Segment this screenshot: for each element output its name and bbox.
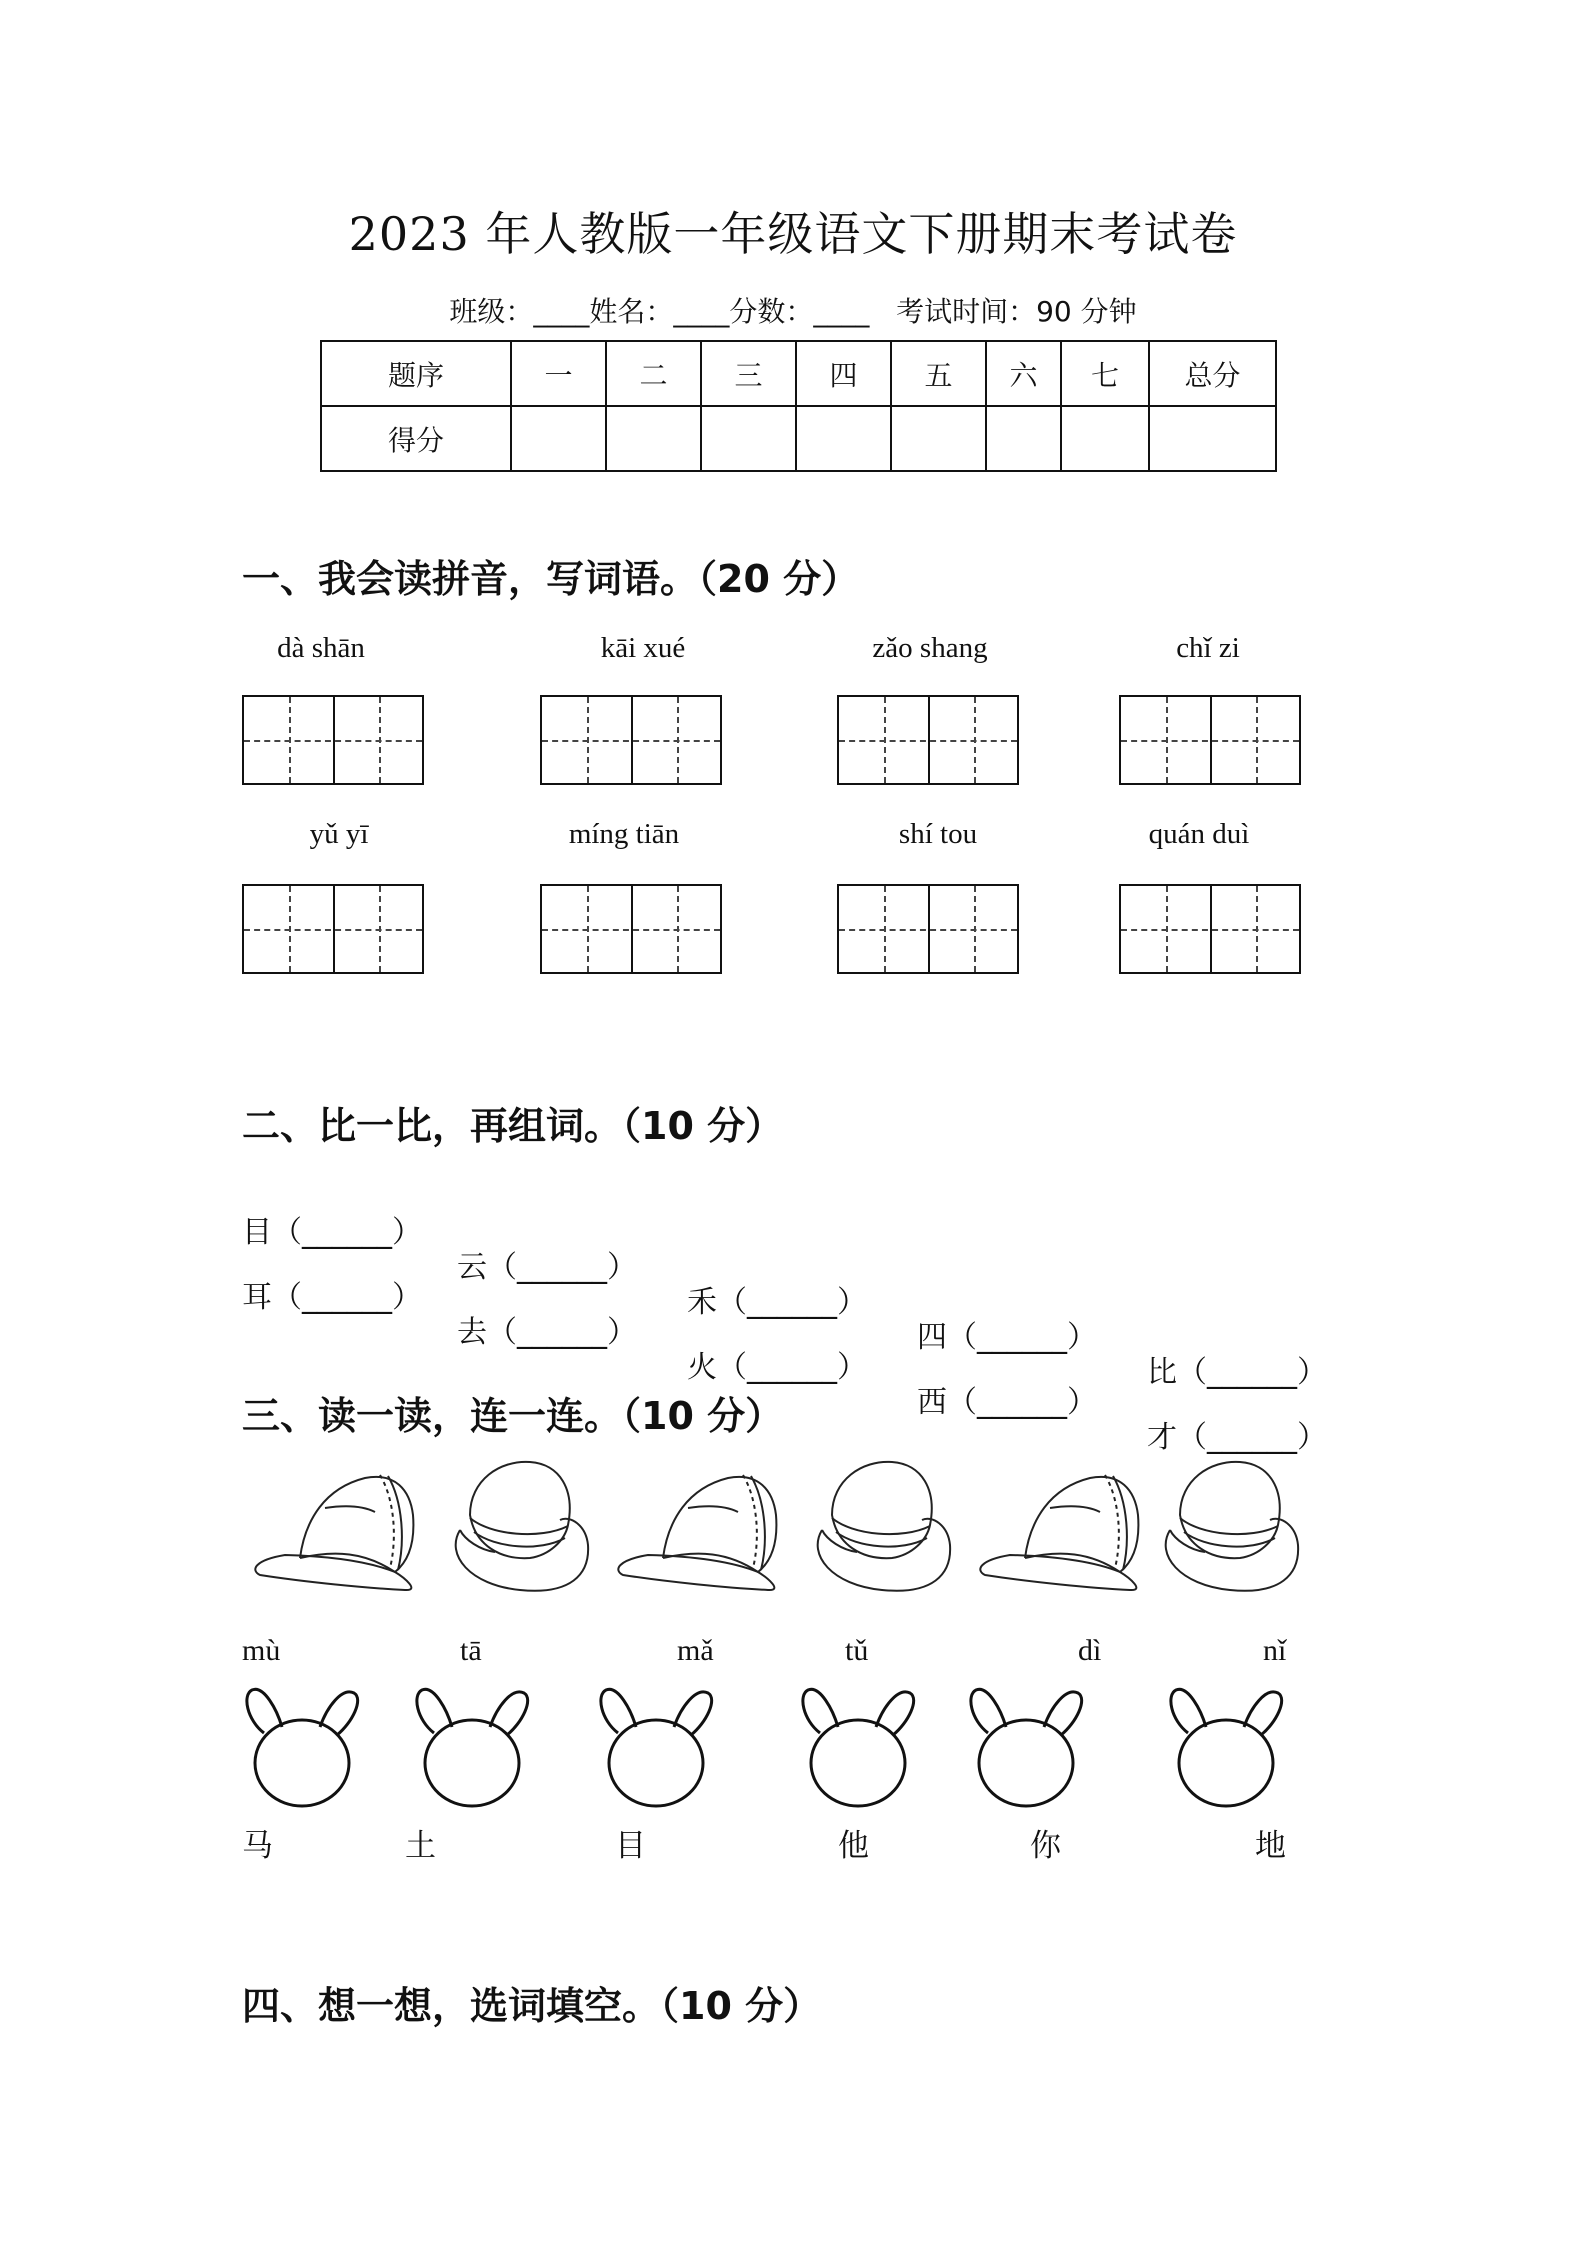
hat-picture[interactable]	[618, 1475, 776, 1590]
hats-illustration	[0, 1460, 1586, 1610]
hat-picture[interactable]	[818, 1462, 950, 1591]
compare-item[interactable]: 才（______）	[1147, 1420, 1327, 1455]
pinyin-label: nǐ	[1263, 1634, 1287, 1667]
pinyin-label: yǔ yī	[309, 818, 369, 850]
pinyin-label: mù	[242, 1634, 281, 1667]
rabbit-picture[interactable]	[971, 1689, 1082, 1806]
compare-item[interactable]: 西（______）	[917, 1385, 1097, 1420]
writing-grid[interactable]	[540, 884, 722, 974]
rabbit-picture[interactable]	[803, 1689, 914, 1806]
writing-grid[interactable]	[242, 884, 424, 974]
score-entry-cell[interactable]	[606, 406, 701, 471]
compare-item[interactable]: 去（______）	[457, 1315, 637, 1350]
score-table-header-row	[321, 341, 1276, 406]
table-cell: 七	[1061, 341, 1149, 406]
table-cell: 六	[986, 341, 1061, 406]
section-1-title: 一、我会读拼音，写词语。（20 分）	[242, 557, 860, 601]
score-entry-cell[interactable]	[1061, 406, 1149, 471]
score-entry-cell[interactable]	[1149, 406, 1276, 471]
writing-grid[interactable]	[837, 695, 1019, 785]
score-table	[320, 340, 1277, 472]
compare-item[interactable]: 耳（______）	[242, 1280, 422, 1315]
character-label: 马	[242, 1828, 273, 1864]
table-cell: 总分	[1149, 341, 1276, 406]
hat-picture[interactable]	[255, 1475, 413, 1590]
character-label: 你	[1030, 1828, 1061, 1864]
rabbit-picture[interactable]	[601, 1689, 712, 1806]
compare-item[interactable]: 四（______）	[917, 1320, 1097, 1355]
score-entry-cell[interactable]	[986, 406, 1061, 471]
rabbit-picture[interactable]	[1171, 1689, 1282, 1806]
student-info-line: 班级：____姓名：____分数：____ 考试时间：90 分钟	[449, 295, 1137, 328]
score-entry-cell[interactable]	[796, 406, 891, 471]
score-entry-cell[interactable]	[701, 406, 796, 471]
table-cell: 一	[511, 341, 606, 406]
pinyin-label: dà shān	[277, 632, 365, 664]
pinyin-label: kāi xué	[600, 632, 686, 664]
score-entry-cell[interactable]	[891, 406, 986, 471]
hat-picture[interactable]	[456, 1462, 588, 1591]
rabbit-picture[interactable]	[247, 1689, 358, 1806]
score-entry-cell[interactable]	[511, 406, 606, 471]
pinyin-label: tā	[460, 1634, 482, 1667]
writing-grid[interactable]	[540, 695, 722, 785]
pinyin-label: dì	[1078, 1634, 1102, 1667]
section-3-title: 三、读一读，连一连。（10 分）	[242, 1394, 784, 1438]
table-cell: 题序	[321, 341, 511, 406]
pinyin-label: mǎ	[677, 1634, 714, 1667]
section-4-title: 四、想一想，选词填空。（10 分）	[242, 1984, 822, 2028]
rabbit-picture[interactable]	[417, 1689, 528, 1806]
table-cell: 五	[891, 341, 986, 406]
writing-grid[interactable]	[1119, 695, 1301, 785]
table-cell: 得分	[321, 406, 511, 471]
compare-row-1	[242, 1172, 1372, 1390]
character-label: 他	[838, 1828, 869, 1864]
compare-item[interactable]: 目（______）	[242, 1215, 422, 1250]
pinyin-label: míng tiān	[568, 818, 680, 850]
pinyin-label: quán duì	[1148, 818, 1250, 850]
character-label: 目	[615, 1828, 646, 1864]
pinyin-label: shí tou	[898, 818, 978, 850]
pinyin-label: chǐ zi	[1176, 632, 1240, 664]
writing-grid[interactable]	[1119, 884, 1301, 974]
section-2-title: 二、比一比，再组词。（10 分）	[242, 1104, 784, 1148]
hat-picture[interactable]	[1166, 1462, 1298, 1591]
character-label: 地	[1255, 1828, 1286, 1864]
pinyin-label: tǔ	[845, 1634, 869, 1667]
compare-item[interactable]: 火（______）	[687, 1350, 867, 1385]
score-table-score-row	[321, 406, 1276, 471]
compare-item[interactable]: 禾（______）	[687, 1285, 867, 1320]
character-label: 土	[405, 1828, 436, 1864]
table-cell: 四	[796, 341, 891, 406]
writing-grid[interactable]	[837, 884, 1019, 974]
rabbits-illustration	[0, 1685, 1586, 1815]
page-title: 2023 年人教版一年级语文下册期末考试卷	[348, 207, 1238, 261]
table-cell: 三	[701, 341, 796, 406]
writing-grid[interactable]	[242, 695, 424, 785]
hat-picture[interactable]	[980, 1475, 1138, 1590]
pinyin-label: zǎo shang	[872, 632, 988, 664]
table-cell: 二	[606, 341, 701, 406]
compare-item[interactable]: 比（______）	[1147, 1355, 1327, 1390]
compare-item[interactable]: 云（______）	[457, 1250, 637, 1285]
